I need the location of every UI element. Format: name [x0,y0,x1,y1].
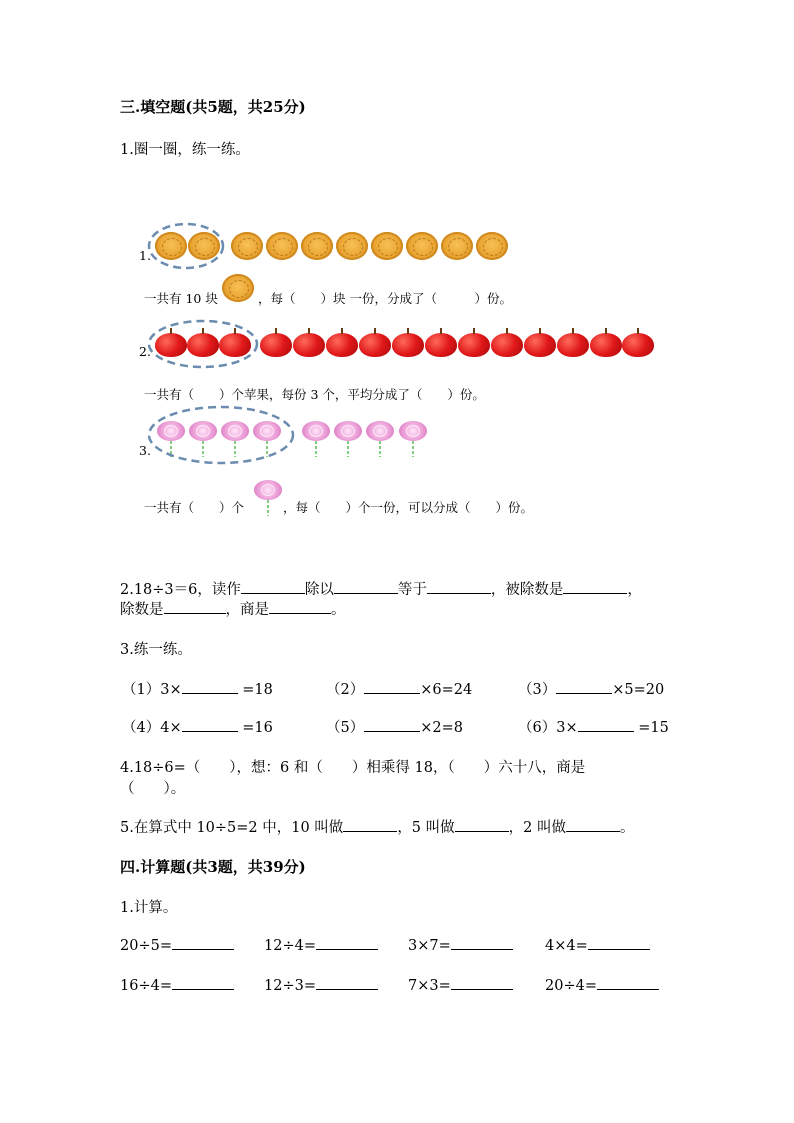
row-2-text: 一共有（ ）个苹果，每份 3 个，平均分成了（ ）份。 [144,387,485,402]
answer-blank[interactable] [343,817,397,832]
coin-icon [222,274,254,302]
coin-icon [476,232,508,260]
row-1-text-a: 一共有 10 块 [144,291,218,306]
calc-item: 12÷3= [264,975,378,994]
answer-blank[interactable] [597,975,659,990]
lollipop-icon [399,421,427,465]
answer-blank[interactable] [455,817,509,832]
apple-icon [392,333,424,357]
figure-row-2-label: 2. [139,344,151,359]
dashed-circle-icon [146,404,296,466]
row-3-text-b: ，每（ ）个一份，可以分成（ ）份。 [283,500,534,515]
lollipop-icon [366,421,394,465]
q2-text: 除数是 [120,602,164,618]
apple-icon [425,333,457,357]
apple-icon [458,333,490,357]
answer-blank[interactable] [164,599,226,614]
coin-icon [406,232,438,260]
q2-text: 。 [331,602,346,618]
row-1-text-b: ，每（ ）块 一份，分成了（ ）份。 [258,291,512,306]
calc-item: 20÷4= [545,975,659,994]
answer-blank[interactable] [241,579,305,594]
answer-blank[interactable] [172,935,234,950]
question-5: 5.在算式中 10÷5=2 中，10 叫做 ，5 叫做 ，2 叫做 。 [120,816,635,837]
answer-blank[interactable] [334,579,398,594]
apple-icon [260,333,292,357]
answer-blank[interactable] [364,679,420,694]
apple-icon [293,333,325,357]
answer-blank[interactable] [451,935,513,950]
answer-blank[interactable] [316,975,378,990]
question-2-line-1 [120,578,642,599]
answer-blank[interactable] [172,975,234,990]
q2-text: 2.18÷3＝6，读作 [120,582,241,598]
apple-icon [491,333,523,357]
exercise-item: （2） ×6=24 [326,678,472,699]
answer-blank[interactable] [556,679,612,694]
answer-blank[interactable] [563,579,627,594]
exercise-item: （3） ×5=20 [518,678,664,699]
row-3-text-a: 一共有（ ）个 [144,500,245,515]
calc-question-title: 1.计算。 [120,900,178,916]
apple-icon [524,333,556,357]
question-4-line-1: 4.18÷6=（ ），想：6 和（ ）相乘得 18，（ ）六十八，商是 [120,760,586,776]
exercise-item: （4）4× =16 [122,716,273,737]
calc-item: 20÷5= [120,935,234,954]
figure-row-3-label: 3. [139,443,151,458]
q2-text: 等于 [397,582,427,598]
answer-blank[interactable] [182,679,238,694]
answer-blank[interactable] [451,975,513,990]
apple-icon [326,333,358,357]
lollipop-icon [302,421,330,465]
lollipop-icon [334,421,362,465]
calc-item: 12÷4= [264,935,378,954]
question-2-line-2 [120,598,346,619]
lollipop-icon [254,480,282,524]
coin-icon [371,232,403,260]
dashed-circle-icon [146,221,226,271]
apple-icon [622,333,654,357]
q2-text: ，商是 [225,602,269,618]
answer-blank[interactable] [588,935,650,950]
apple-icon [557,333,589,357]
coin-icon [266,232,298,260]
figure-row-1-label: 1. [139,248,151,263]
coin-icon [231,232,263,260]
calc-item: 7×3= [408,975,513,994]
question-1-title: 1.圈一圈，练一练。 [120,142,250,158]
question-4-line-2: （ ）。 [120,781,186,797]
coin-icon [441,232,473,260]
answer-blank[interactable] [364,717,420,732]
exercise-item: （5） ×2=8 [326,716,463,737]
exercise-item: （1）3× =18 [122,678,273,699]
answer-blank[interactable] [316,935,378,950]
q2-text: ， [627,582,642,598]
calc-item: 4×4= [545,935,650,954]
question-3-title: 3.练一练。 [120,642,192,658]
calc-item: 3×7= [408,935,513,954]
answer-blank[interactable] [427,579,491,594]
exercise-item: （6）3× =15 [518,716,669,737]
q2-text: 除以 [304,582,334,598]
section-4-title: 四.计算题(共3题，共39分) [120,858,306,876]
apple-icon [590,333,622,357]
q2-text: ，被除数是 [490,582,564,598]
answer-blank[interactable] [578,717,634,732]
answer-blank[interactable] [182,717,238,732]
coin-icon [301,232,333,260]
coin-icon [336,232,368,260]
calc-item: 16÷4= [120,975,234,994]
answer-blank[interactable] [269,599,331,614]
section-3-title: 三.填空题(共5题，共25分) [120,98,306,116]
dashed-circle-icon [146,318,260,370]
apple-icon [359,333,391,357]
answer-blank[interactable] [566,817,620,832]
